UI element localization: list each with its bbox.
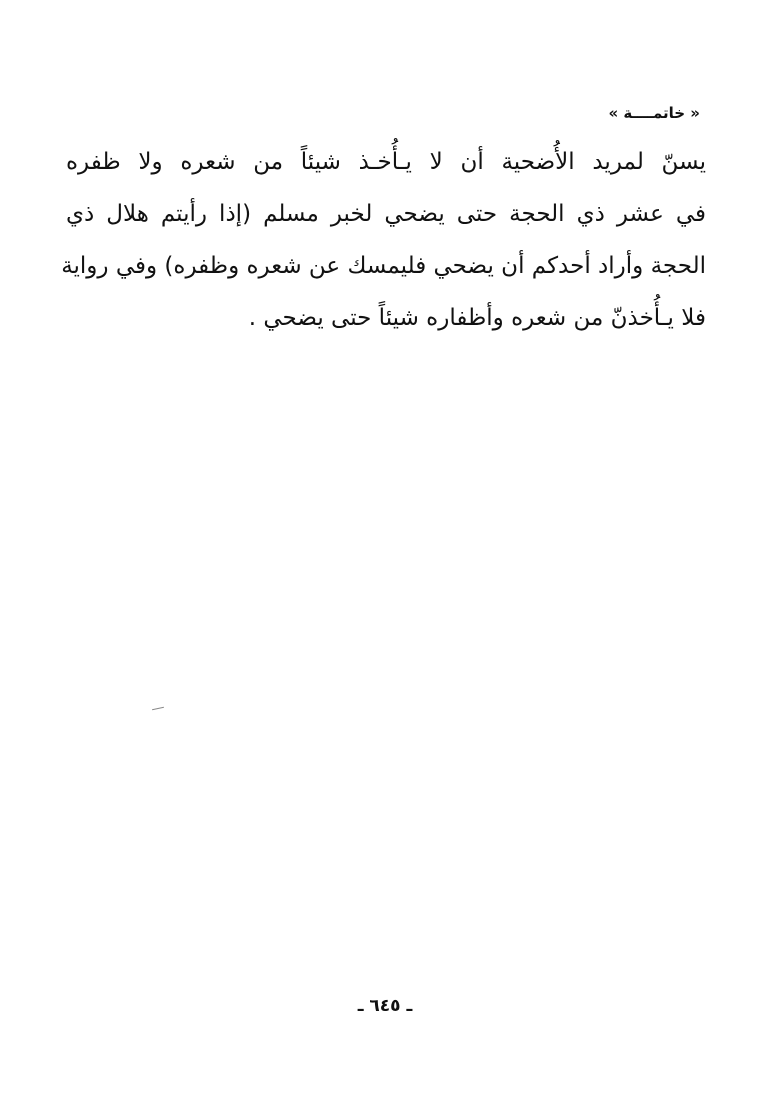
text-line: يسنّ لمريد الأُضحية أن لا يـأُخـذ شيئاً من شعره ولا ظفره [66, 149, 706, 175]
page-number: ـ ٦٤٥ ـ [357, 996, 413, 1016]
text-line: الحجة وأراد أحدكم أن يضحي فليمسك عن شعره وظفره) وفي رواية [61, 253, 706, 279]
text-line: في عشر ذي الحجة حتى يضحي لخبر مسلم (إذا رأيتم هلال ذي [66, 201, 706, 227]
body-paragraph [61, 136, 706, 344]
text-line: فلا يـأُخذنّ من شعره وأظفاره شيئاً حتى يضحي . [248, 305, 706, 331]
section-heading: « خاتمــــة » [608, 104, 700, 122]
scan-speck [152, 707, 164, 710]
